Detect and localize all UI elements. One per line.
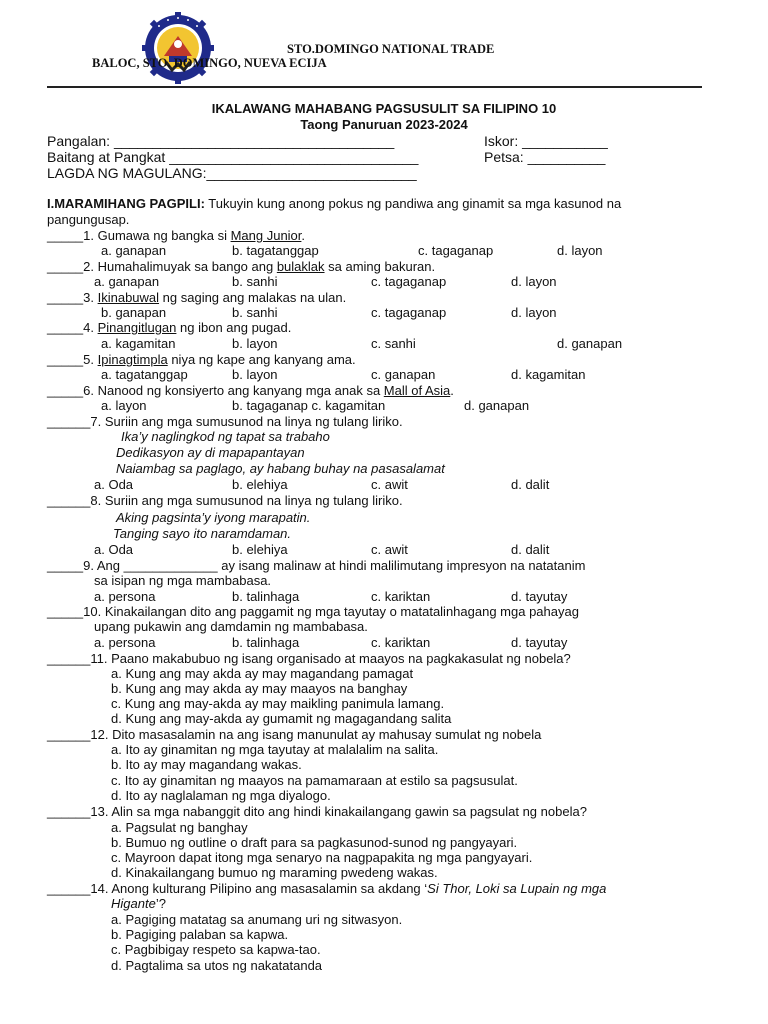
underlined-subject: Mall of Asia — [383, 383, 451, 398]
score-field[interactable]: Iskor: ___________ — [484, 133, 608, 149]
question-4 — [47, 320, 291, 335]
choice-b[interactable]: b. talinhaga — [232, 635, 300, 650]
underlined-subject: Ikinabuwal — [97, 290, 160, 305]
question-text: _____1. Gumawa ng bangka si — [47, 228, 231, 243]
choice-d[interactable]: d. ganapan — [557, 336, 623, 351]
choice-a[interactable]: b. ganapan — [101, 305, 167, 320]
choice-d[interactable]: d. dalit — [511, 477, 550, 492]
choice-d[interactable]: d. Pagtalima sa utos ng nakatatanda — [111, 958, 323, 973]
exam-title: IKALAWANG MAHABANG PAGSUSULIT SA FILIPINO 10 — [211, 101, 557, 116]
question-2 — [47, 259, 435, 274]
school-name: STO.DOMINGO NATIONAL TRADE — [287, 42, 495, 56]
question-text-end: ng saging ang malakas na ulan. — [159, 290, 347, 305]
instruction-text: Tukuyin kung anong pokus ng pandiwa ang ginamit sa mga kasunod na — [204, 196, 622, 211]
choice-d[interactable]: d. layon — [557, 243, 603, 258]
choice-a[interactable]: a. Pagiging matatag sa anumang uri ng sitwasyon. — [111, 912, 403, 927]
choice-d[interactable]: d. Ito ay naglalaman ng mga diyalogo. — [111, 788, 331, 803]
question-text: _____6. Nanood ng konsiyerto ang kanyang mga anak sa — [47, 383, 384, 398]
choice-b[interactable]: b. sanhi — [232, 274, 278, 289]
choice-b[interactable]: b. elehiya — [232, 477, 288, 492]
grade-section-field[interactable]: Baitang at Pangkat ________________________________ — [47, 149, 419, 165]
choice-b[interactable]: b. sanhi — [232, 305, 278, 320]
choice-a[interactable]: a. ganapan — [101, 243, 167, 258]
choice-d[interactable]: d. dalit — [511, 542, 550, 557]
question-text: _____3. — [47, 290, 98, 305]
choice-c[interactable]: c. awit — [371, 542, 408, 557]
choice-c[interactable]: c. sanhi — [371, 336, 416, 351]
choice-c[interactable]: c. tagaganap — [371, 305, 447, 320]
choice-c[interactable]: c. Ito ay ginamitan ng maayos na pamamaraan at estilo sa pagsusulat. — [111, 773, 518, 788]
question-12: ______12. Dito masasalamin na ang isang manunulat ay mahusay sumulat ng nobela — [47, 727, 542, 742]
section-instruction — [47, 196, 621, 211]
question-8: ______8. Suriin ang mga sumusunod na linya ng tulang liriko. — [47, 493, 403, 508]
choice-a[interactable]: a. persona — [94, 589, 156, 604]
question-9-cont: sa isipan ng mga mambabasa. — [94, 573, 272, 588]
verse-line: Ika’y naglingkod ng tapat sa trabaho — [121, 429, 330, 444]
question-11: ______11. Paano makabubuo ng isang organisado at maayos na pagkakasulat ng nobela? — [47, 651, 571, 666]
school-address: BALOC, STO. DOMINGO, NUEVA ECIJA — [92, 56, 327, 70]
question-text: _____4. — [47, 320, 98, 335]
question-10-cont: upang pukawin ang damdamin ng mambabasa. — [94, 619, 368, 634]
question-5 — [47, 352, 356, 367]
question-text: _____5. — [47, 352, 98, 367]
story-title: Si Thor, Loki sa Lupain ng mga — [427, 881, 607, 896]
choice-a[interactable]: a. tagatanggap — [101, 367, 188, 382]
choice-a[interactable]: a. Oda — [94, 542, 134, 557]
verse-line: Tanging sayo ito naramdaman. — [113, 526, 292, 541]
choice-d[interactable]: d. Kinakailangang bumuo ng maraming pwedeng wakas. — [111, 865, 438, 880]
choice-d[interactable]: d. ganapan — [464, 398, 530, 413]
choice-a[interactable]: a. Kung ang may akda ay may magandang pamagat — [111, 666, 414, 681]
question-text-end: . — [450, 383, 454, 398]
question-text: ______14. Anong kulturang Pilipino ang masasalamin sa akdang ‘ — [47, 881, 428, 896]
question-7: ______7. Suriin ang mga sumusunod na linya ng tulang liriko. — [47, 414, 403, 429]
choice-d[interactable]: d. Kung ang may-akda ay gumamit ng magagandang salita — [111, 711, 452, 726]
choice-d[interactable]: d. kagamitan — [511, 367, 586, 382]
choice-b[interactable]: b. layon — [232, 367, 278, 382]
question-14-cont — [111, 896, 166, 911]
question-text-end: . — [301, 228, 306, 243]
choice-b[interactable]: b. tagatanggap — [232, 243, 319, 258]
choice-c[interactable]: c. Pagbibigay respeto sa kapwa-tao. — [111, 942, 321, 957]
choice-b-c[interactable]: b. tagaganap c. kagamitan — [232, 398, 386, 413]
question-text-end: ng ibon ang pugad. — [176, 320, 292, 335]
question-3 — [47, 290, 346, 305]
verse-line: Naiambag sa paglago, ay habang buhay na pasasalamat — [116, 461, 445, 476]
question-6 — [47, 383, 454, 398]
choice-c[interactable]: c. Kung ang may-akda ay may maikling panimula lamang. — [111, 696, 445, 711]
date-field[interactable]: Petsa: __________ — [484, 149, 606, 165]
question-text: _____2. Humahalimuyak sa bango ang — [47, 259, 277, 274]
choice-c[interactable]: c. Mayroon dapat itong mga senaryo na nagpapakita ng mga pangyayari. — [111, 850, 533, 865]
header-divider — [47, 86, 702, 88]
choice-d[interactable]: d. layon — [511, 305, 557, 320]
choice-a[interactable]: a. ganapan — [94, 274, 160, 289]
choice-c[interactable]: c. kariktan — [371, 635, 431, 650]
choice-d[interactable]: d. layon — [511, 274, 557, 289]
choice-d[interactable]: d. tayutay — [511, 589, 568, 604]
choice-a[interactable]: a. persona — [94, 635, 156, 650]
underlined-subject: Ipinagtimpla — [97, 352, 168, 367]
choice-b[interactable]: b. talinhaga — [232, 589, 300, 604]
section-heading: I.MARAMIHANG PAGPILI: — [47, 196, 205, 211]
choice-b[interactable]: b. Pagiging palaban sa kapwa. — [111, 927, 289, 942]
verse-line: Dedikasyon ay di mapapantayan — [116, 445, 305, 460]
question-1 — [47, 228, 305, 243]
instruction-text-cont: pangungusap. — [47, 212, 130, 227]
verse-line: Aking pagsinta’y iyong marapatin. — [116, 510, 311, 525]
choice-c[interactable]: c. tagaganap — [418, 243, 494, 258]
question-text-end: sa aming bakuran. — [324, 259, 436, 274]
choice-b[interactable]: b. Ito ay may magandang wakas. — [111, 757, 302, 772]
question-13: ______13. Alin sa mga nabanggit dito ang hindi kinakailangang gawin sa pagsulat ng nobela? — [47, 804, 587, 819]
question-9: _____9. Ang _____________ ay isang malinaw at hindi malilimutang impresyon na natatanim — [47, 558, 586, 573]
question-text-end: ’? — [155, 896, 166, 911]
choice-b[interactable]: b. Kung ang may akda ay may maayos na banghay — [111, 681, 408, 696]
school-logo — [142, 12, 214, 84]
choice-a[interactable]: a. Oda — [94, 477, 134, 492]
question-14 — [47, 881, 606, 896]
school-year: Taong Panuruan 2023-2024 — [300, 117, 468, 132]
choice-a[interactable]: a. layon — [101, 398, 147, 413]
choice-b[interactable]: b. elehiya — [232, 542, 288, 557]
name-field[interactable]: Pangalan: ____________________________________ — [47, 133, 395, 149]
question-10: _____10. Kinakailangan dito ang paggamit ng mga tayutay o matatalinhagang mga pahayag — [47, 604, 579, 619]
story-title-cont: Higante — [111, 896, 156, 911]
choice-c[interactable]: c. tagaganap — [371, 274, 447, 289]
choice-a[interactable]: a. Pagsulat ng banghay — [111, 820, 248, 835]
choice-a[interactable]: a. Ito ay ginamitan ng mga tayutay at malalalim na salita. — [111, 742, 439, 757]
choice-c[interactable]: c. ganapan — [371, 367, 436, 382]
choice-b[interactable]: b. layon — [232, 336, 278, 351]
underlined-subject: Pinangitlugan — [97, 320, 177, 335]
choice-d[interactable]: d. tayutay — [511, 635, 568, 650]
parent-signature-field[interactable]: LAGDA NG MAGULANG:___________________________ — [47, 165, 417, 181]
choice-b[interactable]: b. Bumuo ng outline o draft para sa pagkasunod-sunod ng pangyayari. — [111, 835, 518, 850]
underlined-subject: Mang Junior — [230, 228, 302, 243]
underlined-subject: bulaklak — [276, 259, 325, 274]
question-text-end: niya ng kape ang kanyang ama. — [167, 352, 356, 367]
choice-c[interactable]: c. kariktan — [371, 589, 431, 604]
choice-a[interactable]: a. kagamitan — [101, 336, 176, 351]
choice-c[interactable]: c. awit — [371, 477, 408, 492]
